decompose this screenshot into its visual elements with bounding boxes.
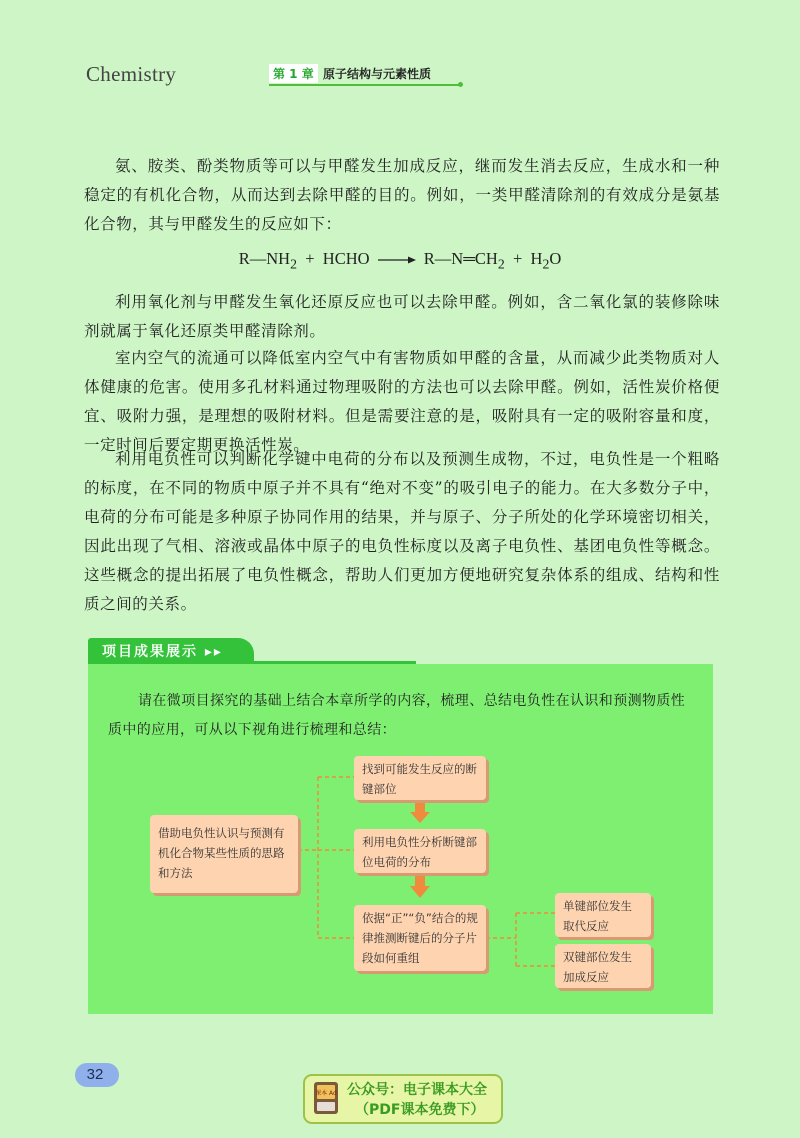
section-tab-label: 项目成果展示 ▸▸ bbox=[102, 644, 223, 660]
flow-node-recombination: 依据“正”“负”结合的规律推测断键后的分子片段如何重组 bbox=[354, 905, 486, 971]
paragraph-oxidation: 利用氧化剂与甲醛发生氧化还原反应也可以去除甲醛。例如，含二氧化氯的装修除味剂就属于氧化还原类甲醛清除剂。 bbox=[84, 293, 720, 340]
chapter-number: 第 1 章 bbox=[269, 64, 318, 83]
chapter-title: 原子结构与元素性质 bbox=[323, 67, 432, 81]
product-water: $H_2O$ bbox=[530, 249, 562, 272]
plus-sign: + bbox=[512, 249, 523, 268]
paragraph-electronegativity: 利用电负性可以判断化学键中电荷的分布以及预测生成物，不过，电负性是一个粗略的标度，在不同的物质中原子并不具有“绝对不变”的吸引电子的能力。在大多数分子中，电荷的分布可能是多种原子协同作用的结果，并与原子、分子所处的化学环境密切相关，因此出现了气相、溶液或晶体中原子的电负性标度以及离子电负性、基团电负性等概念。这些概念的提出拓展了电负性概念，帮助人们更加方便地研究复杂体系的组成、结构和性质之间的关系。 bbox=[84, 450, 720, 613]
flow-node-main: 借助电负性认识与预测有机化合物某些性质的思路和方法 bbox=[150, 815, 298, 893]
page-number: 32 bbox=[86, 1066, 104, 1083]
project-intro: 请在微项目探究的基础上结合本章所学的内容，梳理、总结电负性在认识和预测物质性质中的应用，可从以下视角进行梳理和总结： bbox=[108, 693, 686, 738]
flow-node-addition: 双键部位发生加成反应 bbox=[555, 944, 651, 988]
brand-title: Chemistry bbox=[86, 62, 177, 86]
page-number-badge bbox=[75, 1063, 119, 1087]
book-logo-icon bbox=[313, 1081, 339, 1115]
flow-node-charge-distribution: 利用电负性分析断键部位电荷的分布 bbox=[354, 829, 486, 873]
product-imine: $R—N═CH_2$ bbox=[423, 249, 505, 272]
plus-sign: + bbox=[305, 249, 315, 268]
flow-node-substitution: 单键部位发生取代反应 bbox=[555, 893, 651, 937]
page-header bbox=[86, 58, 432, 88]
reactant-formaldehyde: HCHO bbox=[322, 249, 370, 268]
paragraph-amine-reaction: 氨、胺类、酚类物质等可以与甲醛发生加成反应，继而发生消去反应，生成水和一种稳定的有机化合物，从而达到去除甲醛的目的。例如，一类甲醛清除剂的有效成分是氨基化合物，其与甲醛发生的反应如下： bbox=[84, 157, 720, 233]
logo-text: 课本 Ad bbox=[315, 1090, 337, 1097]
header-underline bbox=[269, 84, 461, 86]
reaction-equation bbox=[0, 249, 800, 272]
flow-node-find-bond: 找到可能发生反应的断键部位 bbox=[354, 756, 486, 800]
header-dot bbox=[458, 82, 463, 87]
reaction-arrow-icon bbox=[378, 255, 416, 265]
watermark-stamp bbox=[303, 1074, 503, 1124]
reactant-amine: $R—NH_2$ bbox=[238, 249, 297, 272]
stamp-line-2: （PDF课本免费下） bbox=[355, 1102, 485, 1118]
stamp-line-1: 公众号：电子课本大全 bbox=[347, 1082, 487, 1098]
paragraph-ventilation: 室内空气的流通可以降低室内空气中有害物质如甲醛的含量，从而减少此类物质对人体健康的危害。使用多孔材料通过物理吸附的方法也可以去除甲醛。例如，活性炭价格便宜、吸附力强，是理想的吸附材料。但是需要注意的是，吸附具有一定的吸附容量和度，一定时间后要定期更换活性炭。 bbox=[84, 349, 720, 454]
